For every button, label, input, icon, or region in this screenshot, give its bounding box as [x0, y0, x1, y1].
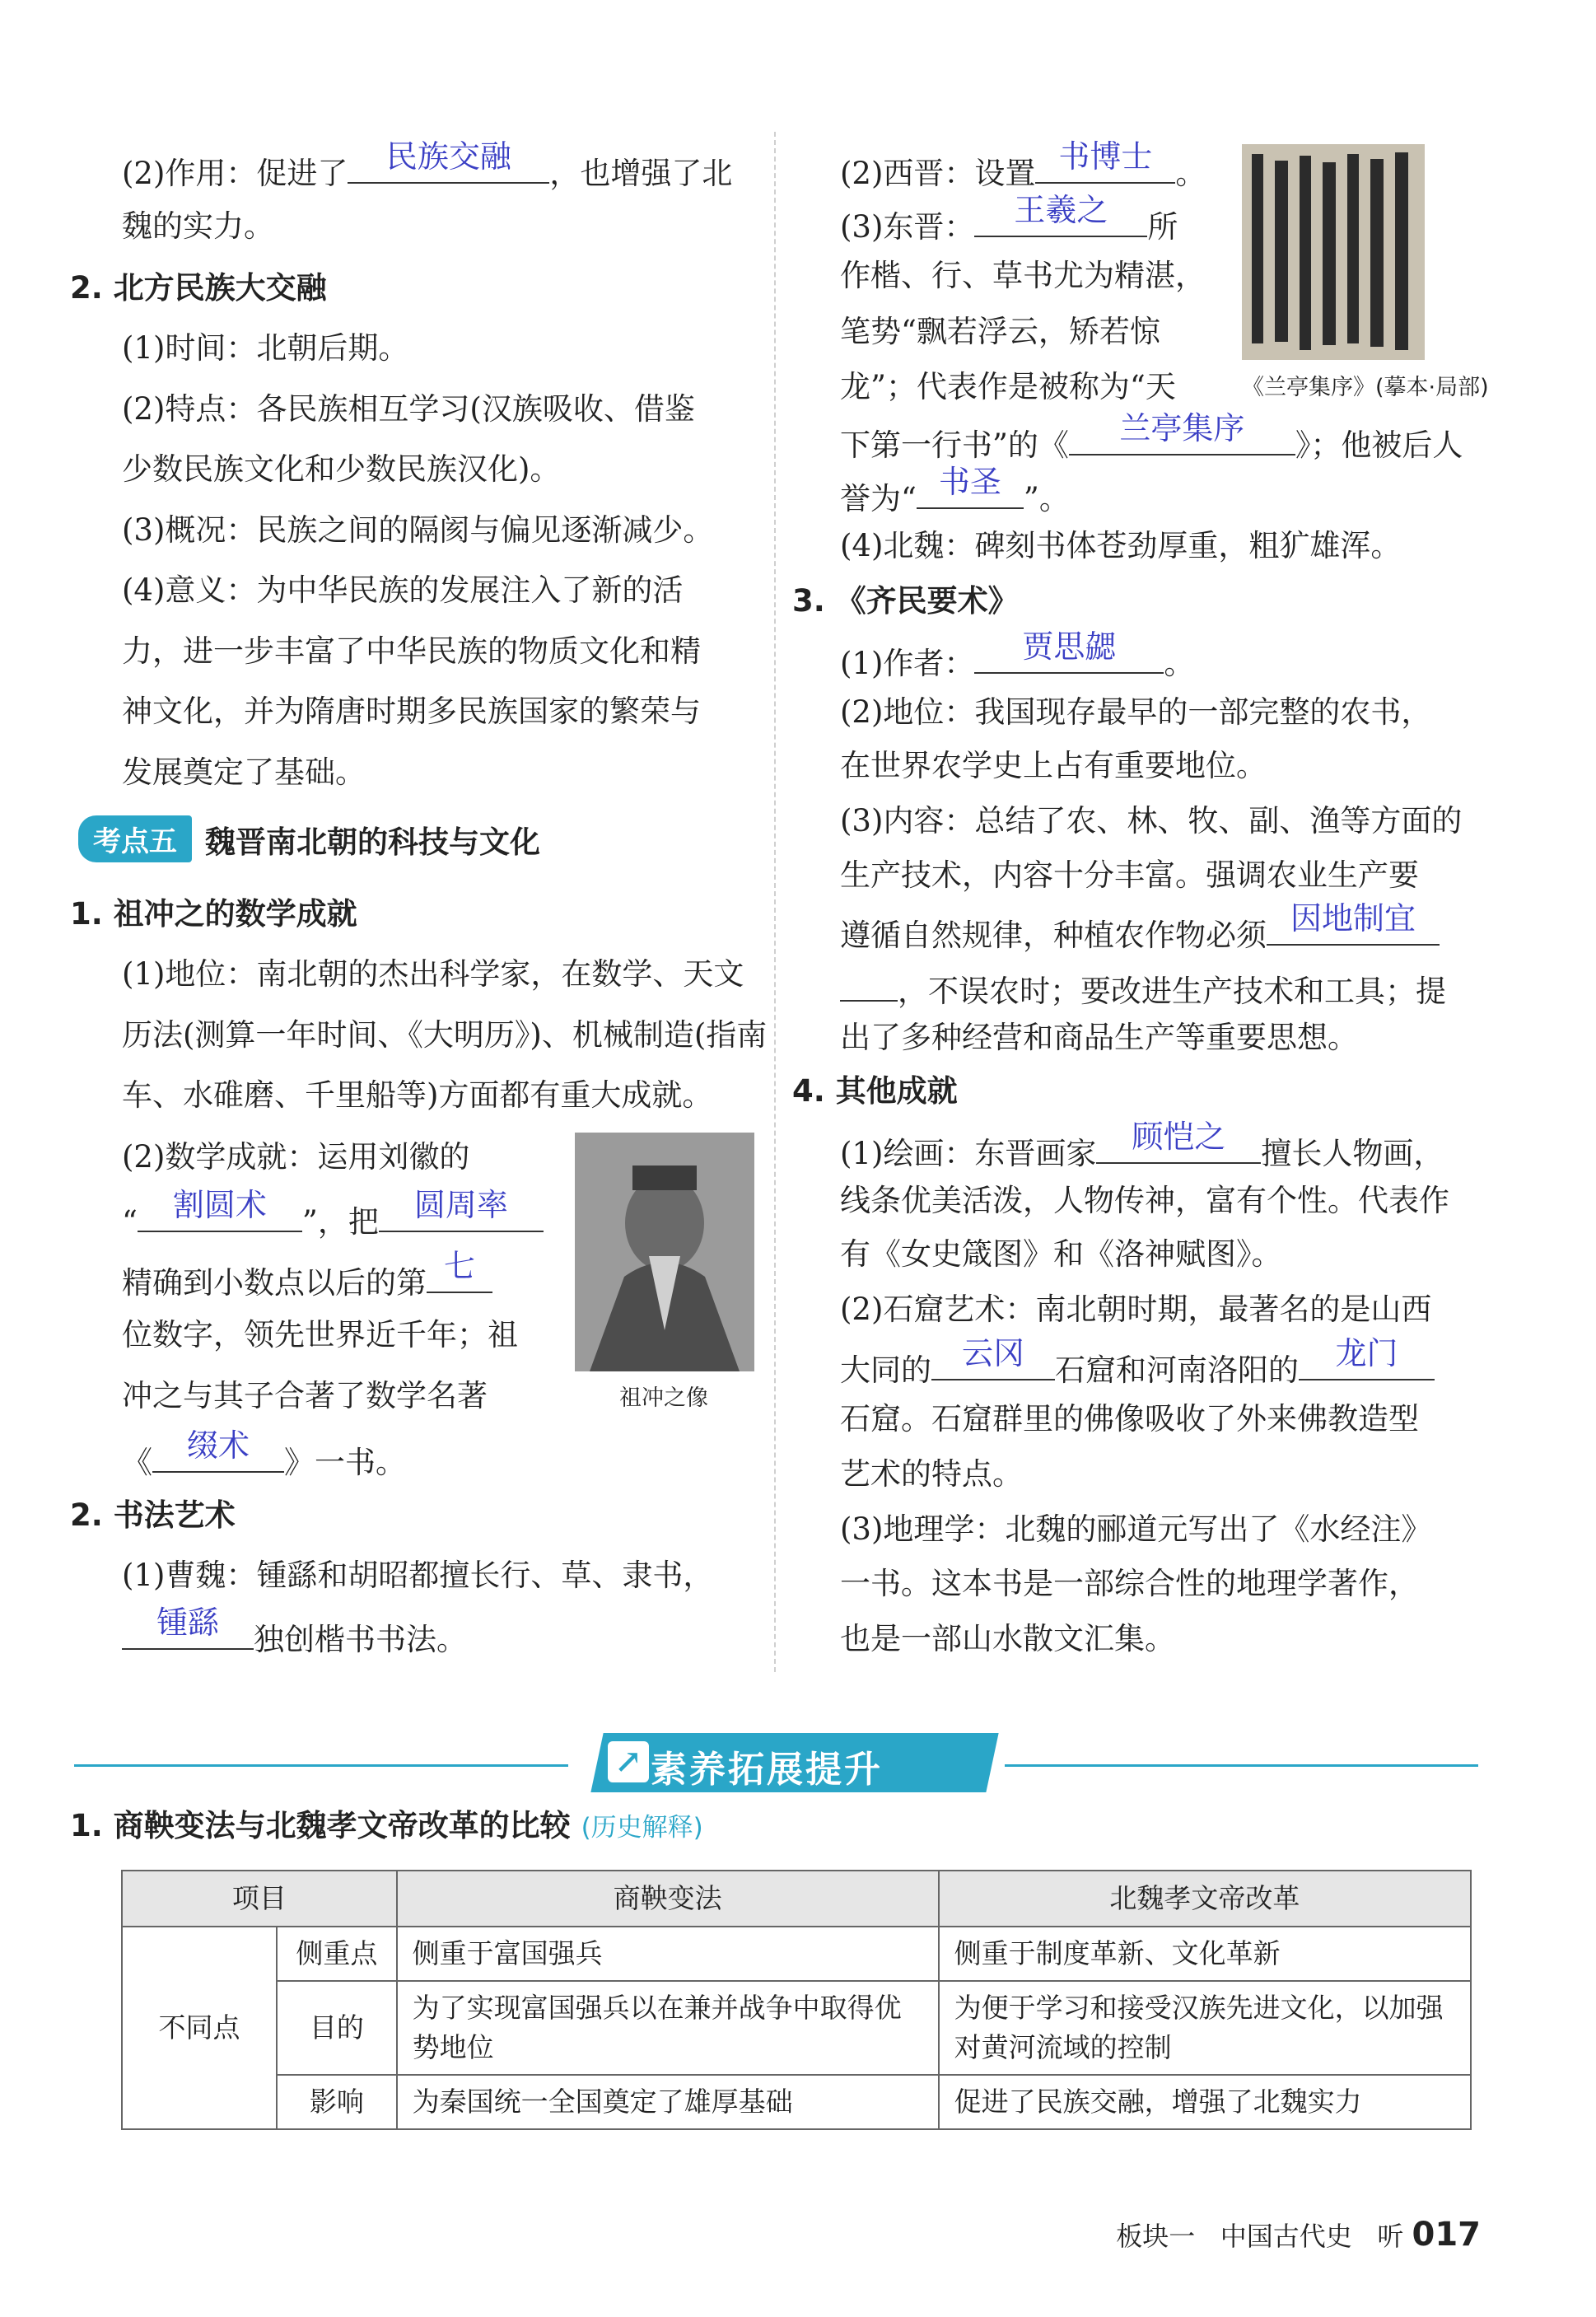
- banner-rule-left: [74, 1764, 568, 1767]
- text-line: 线条优美活泼，人物传神，富有个性。代表作: [840, 1183, 1449, 1218]
- text-line: [840, 138, 1206, 194]
- text: ，也增强了北: [549, 156, 733, 191]
- text: ”。: [1023, 481, 1070, 516]
- text-line: 位数字，领先世界近千年；祖: [122, 1317, 518, 1352]
- text-line: 艺术的特点。: [840, 1456, 1023, 1492]
- answer: 缀术: [186, 1427, 250, 1464]
- answer-blank: [1035, 138, 1175, 184]
- text-line: 有《女史箴图》和《洛神赋图》。: [840, 1236, 1282, 1272]
- text: ，不误农时；要改进生产技术和工具；提: [898, 974, 1446, 1009]
- text-line: [122, 1427, 406, 1483]
- text-line: 一书。这本书是一部综合性的地理学著作，: [840, 1566, 1419, 1601]
- text-line: 力，进一步丰富了中华民族的物质文化和精: [122, 633, 701, 669]
- table-row: [122, 2075, 1471, 2129]
- answer: 贾思勰: [1022, 628, 1117, 665]
- table-cell: 侧重于富国强兵: [397, 1927, 939, 1981]
- text-line: [122, 1187, 544, 1243]
- section-heading: 4. 其他成就: [792, 1073, 958, 1109]
- answer: 七: [443, 1248, 475, 1284]
- answer-blank: [1069, 410, 1295, 455]
- text-line: (3)地理学：北魏的郦道元写出了《水经注》: [840, 1511, 1432, 1547]
- text: (3)东晋：: [840, 209, 975, 245]
- text: 大同的: [840, 1352, 931, 1388]
- heading-tag: (历史解释): [581, 1813, 703, 1843]
- text-line: (2)石窟艺术：南北朝时期，最著名的是山西: [840, 1292, 1432, 1327]
- column-header: 北魏孝文帝改革: [939, 1871, 1471, 1927]
- text-line: [122, 1248, 492, 1304]
- answer: 兰亭集序: [1119, 410, 1245, 446]
- text: (1)绘画：东晋画家: [840, 1136, 1097, 1171]
- text-line: (1)地位：南北朝的杰出科学家，在数学、天文: [122, 956, 744, 992]
- text-line: (3)内容：总结了农、林、牧、副、渔等方面的: [840, 803, 1463, 839]
- text: 所: [1147, 209, 1178, 245]
- text-line: [840, 962, 1446, 1012]
- text: 下第一行书”的《: [840, 427, 1069, 463]
- table-cell: 为便于学习和接受汉族先进文化，以加强对黄河流域的控制: [939, 1981, 1471, 2075]
- text-line: 车、水碓磨、千里船等)方面都有重大成就。: [122, 1077, 713, 1113]
- table-cell: 为秦国统一全国奠定了雄厚基础: [397, 2075, 939, 2129]
- answer: 书博士: [1058, 138, 1153, 175]
- table-cell: 侧重于制度革新、文化革新: [939, 1927, 1471, 1981]
- banner-rule-right: [1005, 1764, 1478, 1767]
- text: (2)作用：促进了: [122, 156, 348, 191]
- row-label: 影响: [277, 2075, 397, 2129]
- text: 誉为“: [840, 481, 917, 516]
- text-line: [122, 1605, 467, 1661]
- footer-listen: 听: [1377, 2221, 1404, 2252]
- topic-title: 魏晋南北朝的科技与文化: [205, 824, 540, 860]
- table-cell: 促进了民族交融，增强了北魏实力: [939, 2075, 1471, 2129]
- footer-section: 板块一: [1116, 2221, 1196, 2252]
- text: 遵循自然规律，种植农作物必须: [840, 918, 1267, 953]
- row-label: 目的: [277, 1981, 397, 2075]
- answer: 龙门: [1335, 1335, 1398, 1371]
- comparison-table: [121, 1870, 1472, 2130]
- text-line: 神文化，并为隋唐时期多民族国家的繁荣与: [122, 694, 701, 729]
- text-line: 石窟。石窟群里的佛像吸收了外来佛教造型: [840, 1401, 1419, 1436]
- text-line: [122, 138, 733, 194]
- answer: 割圆术: [172, 1187, 267, 1223]
- answer: 云冈: [961, 1335, 1024, 1371]
- banner-title: 素养拓展提升: [651, 1749, 883, 1791]
- topic-tag: 考点五: [78, 815, 192, 862]
- answer-blank: [122, 1605, 254, 1650]
- text-line: 发展奠定了基础。: [122, 754, 366, 790]
- table-row: [122, 1927, 1471, 1981]
- row-group-label: 不同点: [122, 1927, 277, 2129]
- text: 精确到小数点以后的第: [122, 1265, 427, 1301]
- page-number: 017: [1412, 2216, 1481, 2254]
- text-line: [840, 410, 1463, 466]
- text-line: 作楷、行、草书尤为精湛，: [840, 258, 1206, 293]
- text-line: 生产技术，内容十分丰富。强调农业生产要: [840, 857, 1419, 893]
- text: 》；他被后人: [1295, 427, 1463, 463]
- text-line: 少数民族文化和少数民族汉化)。: [122, 451, 561, 487]
- column-divider: [774, 132, 776, 1672]
- text-line: (1)时间：北朝后期。: [122, 330, 409, 366]
- text-line: 历法(测算一年时间、《大明历》)、机械制造(指南: [122, 1017, 768, 1053]
- answer: 书圣: [938, 464, 1001, 500]
- portrait-caption: 祖冲之像: [619, 1385, 708, 1411]
- portrait-icon: [575, 1133, 754, 1371]
- text-line: [840, 192, 1178, 248]
- calligraphy-image: [1242, 144, 1425, 360]
- text-line: [840, 464, 1070, 520]
- arrow-icon: ↗: [608, 1741, 649, 1782]
- text-line: (4)北魏：碑刻书体苍劲厚重，粗犷雄浑。: [840, 528, 1402, 563]
- text: (2)西晋：设置: [840, 156, 1036, 191]
- answer: 王羲之: [1014, 192, 1108, 228]
- answer-blank: [917, 464, 1024, 509]
- answer-blank: [974, 628, 1164, 674]
- text: ”，把: [301, 1204, 379, 1240]
- table-header-row: [122, 1871, 1471, 1927]
- answer: 顾恺之: [1132, 1119, 1226, 1155]
- answer-blank: [974, 192, 1147, 237]
- text: 。: [1164, 646, 1195, 681]
- section-heading: 1. 祖冲之的数学成就: [70, 896, 357, 932]
- answer-blank: [138, 1187, 302, 1232]
- answer-blank-continued: [840, 962, 898, 1002]
- text-line: 也是一部山水散文汇集。: [840, 1621, 1175, 1656]
- text-line: 出了多种经营和商品生产等重要思想。: [840, 1020, 1358, 1055]
- answer-blank: [1096, 1119, 1261, 1164]
- answer: 民族交融: [385, 138, 511, 175]
- answer-blank: [348, 138, 549, 184]
- answer: 因地制宜: [1290, 900, 1416, 937]
- text-line: [840, 628, 1195, 684]
- column-header: 项目: [122, 1871, 397, 1927]
- answer-blank: [931, 1335, 1055, 1380]
- text-line: 魏的实力。: [122, 208, 274, 244]
- answer-blank: [1299, 1335, 1435, 1380]
- text: (1)作者：: [840, 646, 975, 681]
- row-label: 侧重点: [277, 1927, 397, 1981]
- text-line: (2)地位：我国现存最早的一部完整的农书，: [840, 694, 1432, 730]
- calligraphy-icon: [1242, 144, 1425, 360]
- answer: 锺繇: [156, 1605, 219, 1641]
- text-line: (2)数学成就：运用刘徽的: [122, 1139, 470, 1175]
- section-heading: 2. 北方民族大交融: [70, 270, 327, 306]
- table-cell: 为了实现富国强兵以在兼并战争中取得优势地位: [397, 1981, 939, 2075]
- answer-blank: [427, 1248, 492, 1293]
- text: 独创楷书书法。: [254, 1622, 467, 1657]
- text-line: (4)意义：为中华民族的发展注入了新的活: [122, 572, 684, 608]
- compare-heading: [70, 1805, 703, 1848]
- text-line: 冲之与其子合著了数学名著: [122, 1378, 488, 1413]
- text: 《: [122, 1445, 152, 1480]
- text: 擅长人物画，: [1261, 1136, 1444, 1171]
- column-header: 商鞅变法: [397, 1871, 939, 1927]
- text: “: [122, 1204, 138, 1240]
- text: 。: [1175, 156, 1206, 191]
- answer: 圆周率: [413, 1187, 508, 1223]
- table-row: [122, 1981, 1471, 2075]
- text-line: [840, 1335, 1435, 1391]
- text-line: [840, 900, 1440, 956]
- text-line: (3)概况：民族之间的隔阂与偏见逐渐减少。: [122, 512, 714, 548]
- topic-header: [78, 815, 540, 862]
- portrait-image: [575, 1133, 754, 1371]
- text: 》一书。: [284, 1445, 406, 1480]
- text-line: 笔势“飘若浮云，矫若惊: [840, 314, 1160, 349]
- section-heading: 2. 书法艺术: [70, 1497, 236, 1533]
- page-footer: [1116, 2216, 1481, 2254]
- text-line: [840, 1119, 1444, 1175]
- text-line: 龙”；代表作是被称为“天: [840, 369, 1176, 404]
- answer-blank: [1267, 900, 1440, 946]
- text-line: (2)特点：各民族相互学习(汉族吸收、借鉴: [122, 391, 695, 427]
- heading-text: 1. 商鞅变法与北魏孝文帝改革的比较: [70, 1808, 571, 1843]
- section-heading: 3. 《齐民要术》: [792, 583, 1019, 619]
- text: 石窟和河南洛阳的: [1055, 1352, 1299, 1388]
- text-line: 在世界农学史上占有重要地位。: [840, 748, 1267, 783]
- answer-blank: [379, 1187, 544, 1232]
- footer-title: 中国古代史: [1220, 2221, 1352, 2252]
- text-line: (1)曹魏：锺繇和胡昭都擅长行、草、隶书，: [122, 1558, 714, 1593]
- calligraphy-caption: 《兰亭集序》(摹本·局部): [1242, 375, 1489, 400]
- answer-blank: [152, 1427, 284, 1473]
